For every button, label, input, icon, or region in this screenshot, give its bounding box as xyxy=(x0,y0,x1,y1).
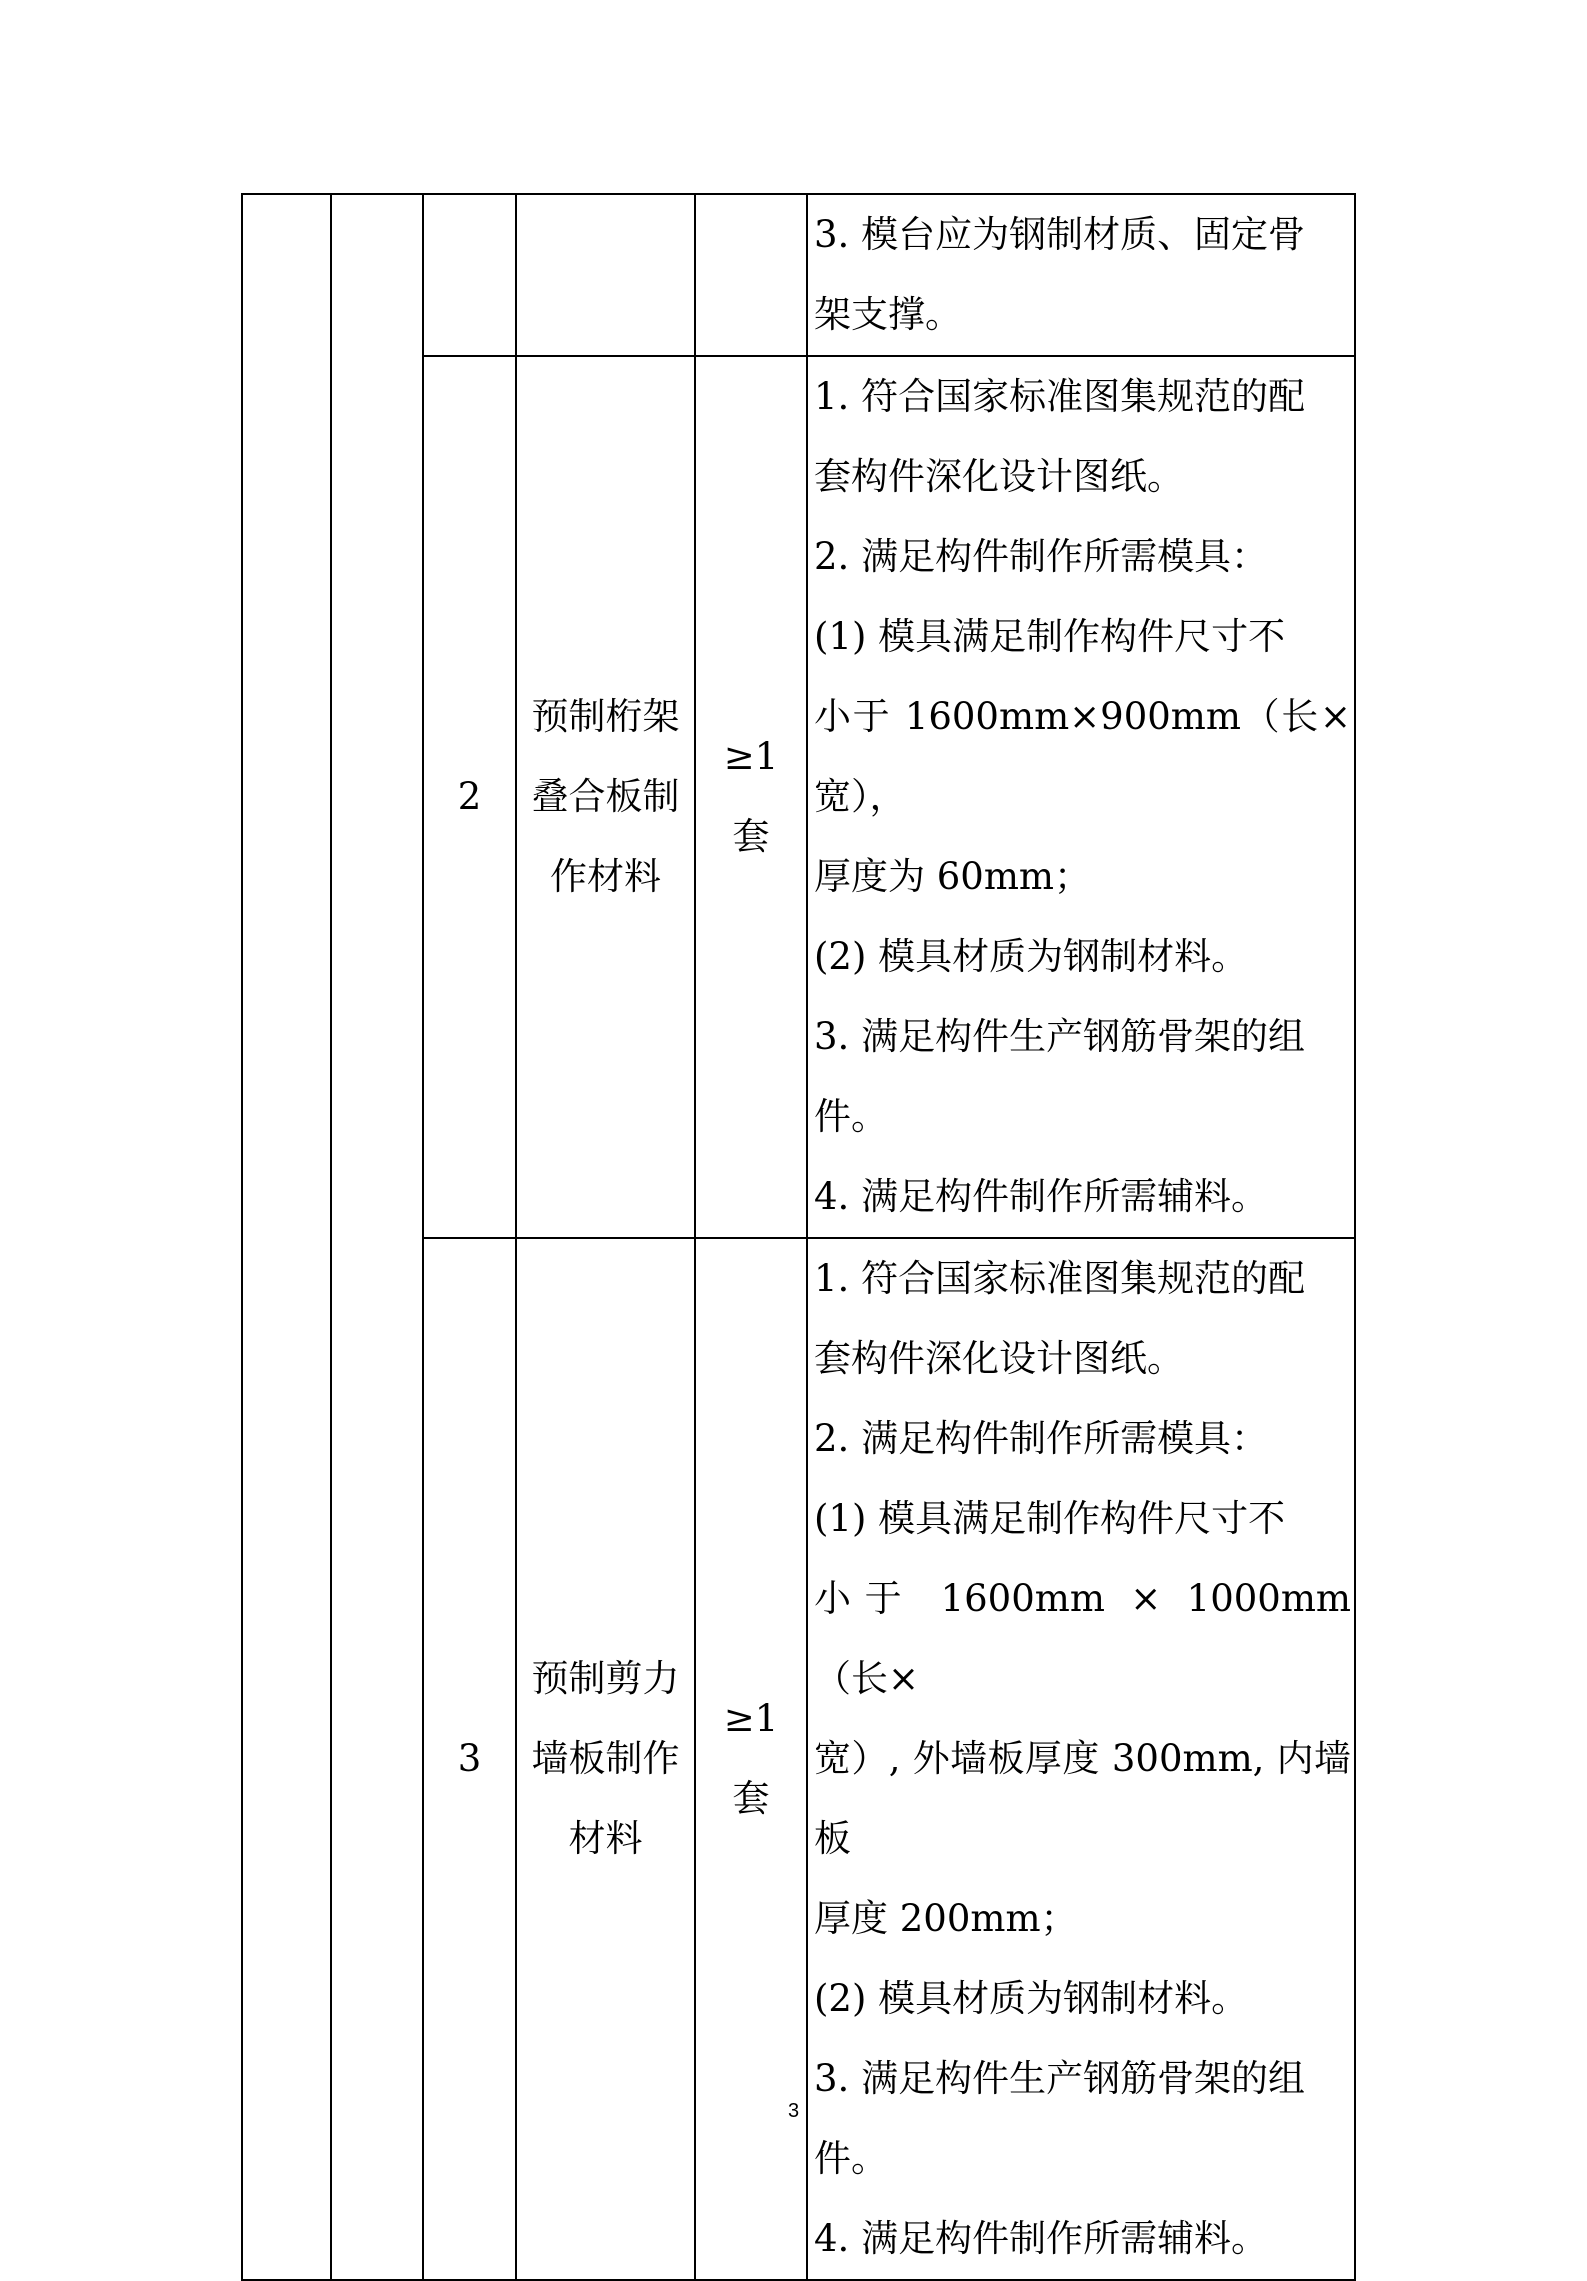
item-detail-cell xyxy=(807,1238,1355,2280)
detail-line: 套构件深化设计图纸。 xyxy=(814,1337,1184,1380)
table-row xyxy=(242,194,1355,356)
page-number: 3 xyxy=(787,2100,800,2122)
detail-line: 4. 满足构件制作所需辅料。 xyxy=(814,1175,1269,1218)
item-name-line: 材料 xyxy=(568,1817,643,1860)
detail-line: 厚度 200mm； xyxy=(814,1897,1078,1940)
category-cell xyxy=(242,194,331,2280)
item-name-line: 预制剪力 xyxy=(531,1657,680,1700)
detail-line: 1. 符合国家标准图集规范的配 xyxy=(814,1257,1306,1300)
detail-line: 3. 模台应为钢制材质、固定骨 xyxy=(814,213,1306,256)
item-name-cell xyxy=(516,1238,695,2280)
detail-line: 4. 满足构件制作所需辅料。 xyxy=(814,2217,1269,2260)
detail-line: (2) 模具材质为钢制材料。 xyxy=(814,935,1249,978)
item-detail-cell xyxy=(807,194,1355,356)
detail-line: 厚度为 60mm； xyxy=(814,855,1092,898)
detail-line: 小于 1600mm × 1000mm （长× xyxy=(814,1577,1351,1700)
item-name-line: 叠合板制 xyxy=(531,775,680,818)
detail-line: 件。 xyxy=(814,1095,888,1138)
detail-line: 1. 符合国家标准图集规范的配 xyxy=(814,375,1306,418)
detail-line: (1) 模具满足制作构件尺寸不 xyxy=(814,615,1286,658)
detail-line: 宽）, 外墙板厚度 300mm, 内墙板 xyxy=(814,1737,1351,1860)
specification-table xyxy=(241,193,1356,2281)
item-detail-cell xyxy=(807,356,1355,1238)
quantity-line: ≥1 xyxy=(723,1697,779,1740)
detail-line: (1) 模具满足制作构件尺寸不 xyxy=(814,1497,1286,1540)
detail-line: 架支撑。 xyxy=(814,293,962,336)
item-name-line: 墙板制作 xyxy=(531,1737,680,1780)
detail-line: (2) 模具材质为钢制材料。 xyxy=(814,1977,1249,2020)
detail-line: 套构件深化设计图纸。 xyxy=(814,455,1184,498)
detail-line: 2. 满足构件制作所需模具： xyxy=(814,535,1269,578)
detail-line: 小于 1600mm×900mm（长×宽）， xyxy=(814,695,1351,818)
item-name-cell xyxy=(516,194,695,356)
subcategory-cell xyxy=(331,194,423,2280)
detail-line: 2. 满足构件制作所需模具： xyxy=(814,1417,1269,1460)
row-index-cell xyxy=(423,194,516,356)
item-name-line: 预制桁架 xyxy=(531,695,680,738)
quantity-cell xyxy=(695,1238,807,2280)
detail-line: 3. 满足构件生产钢筋骨架的组 xyxy=(814,2057,1306,2100)
detail-line: 件。 xyxy=(814,2137,888,2180)
quantity-cell xyxy=(695,356,807,1238)
row-index-cell: 2 xyxy=(423,356,516,1238)
quantity-line: ≥1 xyxy=(723,735,779,778)
quantity-cell xyxy=(695,194,807,356)
detail-line: 3. 满足构件生产钢筋骨架的组 xyxy=(814,1015,1306,1058)
quantity-line: 套 xyxy=(732,1777,770,1820)
item-name-line: 作材料 xyxy=(550,855,661,898)
row-index-cell: 3 xyxy=(423,1238,516,2280)
item-name-cell xyxy=(516,356,695,1238)
quantity-line: 套 xyxy=(732,815,770,858)
